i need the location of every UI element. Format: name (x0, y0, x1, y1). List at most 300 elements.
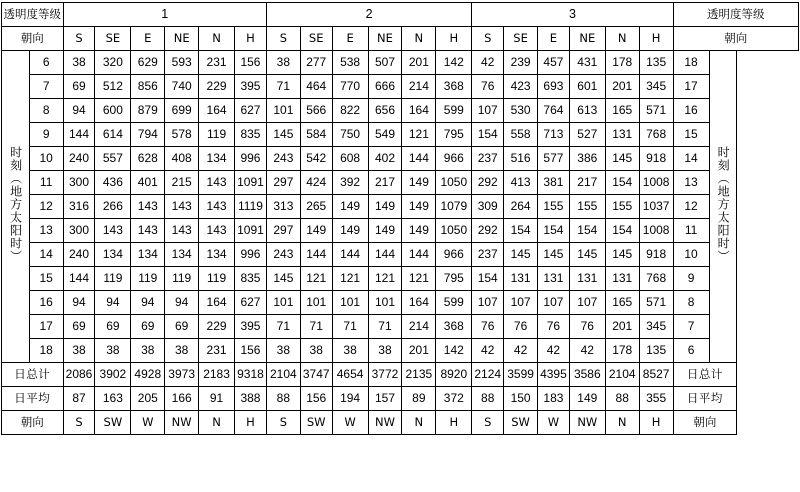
dirtop-g2-0: S (266, 27, 300, 51)
side-label-right (709, 51, 737, 363)
cell: 76 (472, 75, 504, 99)
cell: 154 (538, 219, 570, 243)
dirtop-g2-1: SE (300, 27, 332, 51)
dirtop-g2-4: N (402, 27, 436, 51)
cell: 292 (472, 171, 504, 195)
cell: 149 (368, 195, 402, 219)
dirbot-g3-4: N (605, 411, 639, 435)
cell: 42 (538, 339, 570, 363)
hour-left: 16 (29, 291, 63, 315)
orientation-label-left: 朝向 (2, 27, 64, 51)
cell: 3747 (300, 363, 332, 387)
dirtop-g1-2: E (131, 27, 165, 51)
daily-average-row (2, 387, 799, 411)
cell: 149 (402, 195, 436, 219)
table-row (2, 291, 799, 315)
dirbot-g1-2: W (131, 411, 165, 435)
dirbot-g3-5: H (639, 411, 673, 435)
cell: 144 (402, 243, 436, 267)
cell: 229 (199, 75, 235, 99)
cell: 527 (569, 123, 605, 147)
hour-right: 10 (673, 243, 709, 267)
cell: 237 (472, 243, 504, 267)
cell: 142 (436, 51, 472, 75)
cell: 549 (368, 123, 402, 147)
cell: 538 (332, 51, 368, 75)
cell: 201 (402, 51, 436, 75)
cell: 693 (538, 75, 570, 99)
cell: 156 (235, 51, 267, 75)
cell: 143 (165, 219, 199, 243)
cell: 89 (402, 387, 436, 411)
daily-average-label-left: 日平均 (2, 387, 64, 411)
hour-right: 17 (673, 75, 709, 99)
hour-right: 14 (673, 147, 709, 171)
cell: 996 (235, 147, 267, 171)
dirbot-g1-5: H (235, 411, 267, 435)
row-direction-header-bottom (2, 411, 799, 435)
dirbot-g3-3: NW (569, 411, 605, 435)
cell: 38 (300, 339, 332, 363)
cell: 794 (131, 123, 165, 147)
cell: 144 (300, 243, 332, 267)
cell: 154 (472, 123, 504, 147)
cell: 201 (605, 75, 639, 99)
dirtop-g3-3: NE (569, 27, 605, 51)
cell: 1050 (436, 219, 472, 243)
daily-total-label-left: 日总计 (2, 363, 64, 387)
cell: 94 (63, 99, 95, 123)
cell: 530 (504, 99, 538, 123)
dirtop-g3-0: S (472, 27, 504, 51)
cell: 143 (199, 219, 235, 243)
orientation-label-right-bottom: 朝向 (673, 411, 737, 435)
table-row (2, 75, 799, 99)
cell: 134 (95, 243, 131, 267)
row-transparency-header (2, 3, 799, 27)
cell: 107 (472, 291, 504, 315)
cell: 143 (95, 219, 131, 243)
cell: 121 (368, 267, 402, 291)
cell: 613 (569, 99, 605, 123)
cell: 201 (605, 315, 639, 339)
hour-left: 12 (29, 195, 63, 219)
cell: 879 (131, 99, 165, 123)
cell: 1037 (639, 195, 673, 219)
cell: 88 (472, 387, 504, 411)
cell: 71 (332, 315, 368, 339)
hour-right: 15 (673, 123, 709, 147)
cell: 231 (199, 51, 235, 75)
cell: 134 (165, 243, 199, 267)
cell: 69 (95, 315, 131, 339)
cell: 101 (266, 99, 300, 123)
cell: 507 (368, 51, 402, 75)
cell: 345 (639, 75, 673, 99)
cell: 401 (131, 171, 165, 195)
cell: 584 (300, 123, 332, 147)
hour-right: 7 (673, 315, 709, 339)
cell: 76 (504, 315, 538, 339)
cell: 178 (605, 51, 639, 75)
cell: 368 (436, 315, 472, 339)
table-row (2, 339, 799, 363)
cell: 558 (504, 123, 538, 147)
cell: 3586 (569, 363, 605, 387)
cell: 131 (605, 267, 639, 291)
cell: 156 (235, 339, 267, 363)
cell: 3599 (504, 363, 538, 387)
cell: 381 (538, 171, 570, 195)
cell: 2086 (63, 363, 95, 387)
orientation-label-right: 朝向 (673, 27, 798, 51)
solar-radiation-table-main (1, 2, 799, 435)
cell: 4395 (538, 363, 570, 387)
hour-left: 8 (29, 99, 63, 123)
cell: 627 (235, 99, 267, 123)
cell: 1008 (639, 219, 673, 243)
cell: 368 (436, 75, 472, 99)
hour-left: 18 (29, 339, 63, 363)
dirbot-g1-4: N (199, 411, 235, 435)
cell: 214 (402, 315, 436, 339)
cell: 88 (266, 387, 300, 411)
dirtop-g2-3: NE (368, 27, 402, 51)
dirbot-g1-1: SW (95, 411, 131, 435)
cell: 2104 (605, 363, 639, 387)
cell: 143 (131, 195, 165, 219)
cell: 71 (266, 315, 300, 339)
cell: 516 (504, 147, 538, 171)
cell: 101 (332, 291, 368, 315)
hour-right: 13 (673, 171, 709, 195)
hour-left: 10 (29, 147, 63, 171)
dirbot-g2-4: N (402, 411, 436, 435)
table-row (2, 123, 799, 147)
cell: 135 (639, 51, 673, 75)
cell: 149 (300, 219, 332, 243)
cell: 144 (368, 243, 402, 267)
cell: 217 (368, 171, 402, 195)
cell: 165 (605, 291, 639, 315)
cell: 423 (504, 75, 538, 99)
dirtop-g3-1: SE (504, 27, 538, 51)
cell: 386 (569, 147, 605, 171)
cell: 156 (300, 387, 332, 411)
table-row (2, 195, 799, 219)
cell: 38 (266, 339, 300, 363)
cell: 155 (569, 195, 605, 219)
orientation-label-left-bottom: 朝向 (2, 411, 64, 435)
cell: 107 (569, 291, 605, 315)
dirtop-g1-3: NE (165, 27, 199, 51)
dirtop-g3-2: E (538, 27, 570, 51)
cell: 571 (639, 99, 673, 123)
cell: 38 (95, 339, 131, 363)
cell: 408 (165, 147, 199, 171)
hour-left: 6 (29, 51, 63, 75)
cell: 131 (538, 267, 570, 291)
cell: 395 (235, 75, 267, 99)
table-page (0, 2, 800, 492)
hour-right: 11 (673, 219, 709, 243)
cell: 145 (605, 147, 639, 171)
cell: 107 (472, 99, 504, 123)
cell: 145 (569, 243, 605, 267)
cell: 856 (131, 75, 165, 99)
cell: 121 (402, 267, 436, 291)
cell: 1119 (235, 195, 267, 219)
cell: 313 (266, 195, 300, 219)
cell: 300 (63, 171, 95, 195)
hour-left: 7 (29, 75, 63, 99)
cell: 178 (605, 339, 639, 363)
cell: 3973 (165, 363, 199, 387)
table-row (2, 315, 799, 339)
cell: 457 (538, 51, 570, 75)
cell: 164 (402, 291, 436, 315)
cell: 666 (368, 75, 402, 99)
cell: 154 (472, 267, 504, 291)
cell: 2104 (266, 363, 300, 387)
hour-left: 14 (29, 243, 63, 267)
cell: 599 (436, 291, 472, 315)
cell: 154 (605, 171, 639, 195)
cell: 38 (165, 339, 199, 363)
cell: 243 (266, 147, 300, 171)
cell: 770 (332, 75, 368, 99)
cell: 42 (472, 339, 504, 363)
cell: 144 (63, 267, 95, 291)
cell: 4654 (332, 363, 368, 387)
cell: 107 (538, 291, 570, 315)
cell: 94 (95, 291, 131, 315)
cell: 918 (639, 147, 673, 171)
cell: 402 (368, 147, 402, 171)
table-row (2, 171, 799, 195)
cell: 795 (436, 123, 472, 147)
cell: 101 (300, 291, 332, 315)
dirbot-g2-3: NW (368, 411, 402, 435)
cell: 134 (199, 147, 235, 171)
cell: 131 (504, 267, 538, 291)
cell: 629 (131, 51, 165, 75)
cell: 119 (165, 267, 199, 291)
cell: 154 (504, 219, 538, 243)
cell: 144 (402, 147, 436, 171)
cell: 243 (266, 243, 300, 267)
dirtop-g1-1: SE (95, 27, 131, 51)
cell: 164 (199, 99, 235, 123)
cell: 822 (332, 99, 368, 123)
daily-average-label-right: 日平均 (673, 387, 737, 411)
cell: 372 (436, 387, 472, 411)
cell: 542 (300, 147, 332, 171)
row-direction-header-top (2, 27, 799, 51)
cell: 119 (131, 267, 165, 291)
cell: 240 (63, 147, 95, 171)
dirbot-g3-1: SW (504, 411, 538, 435)
cell: 614 (95, 123, 131, 147)
cell: 119 (199, 267, 235, 291)
dirtop-g1-0: S (63, 27, 95, 51)
cell: 143 (199, 195, 235, 219)
cell: 71 (300, 315, 332, 339)
cell: 740 (165, 75, 199, 99)
cell: 750 (332, 123, 368, 147)
cell: 69 (63, 75, 95, 99)
hour-left: 15 (29, 267, 63, 291)
cell: 4928 (131, 363, 165, 387)
cell: 121 (300, 267, 332, 291)
cell: 577 (538, 147, 570, 171)
table-row (2, 147, 799, 171)
cell: 2135 (402, 363, 436, 387)
cell: 2183 (199, 363, 235, 387)
cell: 578 (165, 123, 199, 147)
cell: 145 (504, 243, 538, 267)
cell: 217 (569, 171, 605, 195)
cell: 94 (131, 291, 165, 315)
cell: 121 (332, 267, 368, 291)
cell: 628 (131, 147, 165, 171)
cell: 601 (569, 75, 605, 99)
hour-right: 18 (673, 51, 709, 75)
cell: 143 (131, 219, 165, 243)
cell: 436 (95, 171, 131, 195)
hour-left: 11 (29, 171, 63, 195)
cell: 88 (605, 387, 639, 411)
hour-right: 8 (673, 291, 709, 315)
cell: 8527 (639, 363, 673, 387)
hour-left: 13 (29, 219, 63, 243)
cell: 194 (332, 387, 368, 411)
cell: 566 (300, 99, 332, 123)
cell: 201 (402, 339, 436, 363)
cell: 145 (266, 123, 300, 147)
group-label-2: 2 (266, 3, 471, 27)
cell: 149 (332, 195, 368, 219)
cell: 1079 (436, 195, 472, 219)
cell: 42 (472, 51, 504, 75)
cell: 214 (402, 75, 436, 99)
cell: 2124 (472, 363, 504, 387)
cell: 266 (95, 195, 131, 219)
cell: 38 (332, 339, 368, 363)
hour-right: 12 (673, 195, 709, 219)
cell: 835 (235, 123, 267, 147)
daily-total-row (2, 363, 799, 387)
cell: 1008 (639, 171, 673, 195)
table-row (2, 243, 799, 267)
cell: 392 (332, 171, 368, 195)
cell: 149 (402, 219, 436, 243)
cell: 316 (63, 195, 95, 219)
cell: 9318 (235, 363, 267, 387)
cell: 320 (95, 51, 131, 75)
dirbot-g2-2: W (332, 411, 368, 435)
cell: 121 (402, 123, 436, 147)
cell: 231 (199, 339, 235, 363)
cell: 835 (235, 267, 267, 291)
cell: 101 (266, 291, 300, 315)
cell: 600 (95, 99, 131, 123)
cell: 713 (538, 123, 570, 147)
cell: 608 (332, 147, 368, 171)
dirtop-g1-5: H (235, 27, 267, 51)
cell: 768 (639, 123, 673, 147)
cell: 512 (95, 75, 131, 99)
cell: 149 (569, 387, 605, 411)
transparency-label-right: 透明度等级 (673, 3, 798, 27)
cell: 388 (235, 387, 267, 411)
hour-left: 9 (29, 123, 63, 147)
cell: 149 (368, 219, 402, 243)
cell: 164 (199, 291, 235, 315)
hour-right: 16 (673, 99, 709, 123)
cell: 69 (63, 315, 95, 339)
cell: 94 (165, 291, 199, 315)
cell: 149 (332, 219, 368, 243)
dirtop-g3-4: N (605, 27, 639, 51)
cell: 424 (300, 171, 332, 195)
cell: 145 (605, 243, 639, 267)
side-label-left (2, 51, 30, 363)
cell: 38 (368, 339, 402, 363)
group-label-1: 1 (63, 3, 266, 27)
cell: 155 (605, 195, 639, 219)
cell: 699 (165, 99, 199, 123)
hour-right: 9 (673, 267, 709, 291)
dirbot-g3-2: W (538, 411, 570, 435)
cell: 277 (300, 51, 332, 75)
cell: 240 (63, 243, 95, 267)
cell: 119 (95, 267, 131, 291)
cell: 165 (605, 99, 639, 123)
cell: 38 (131, 339, 165, 363)
cell: 142 (436, 339, 472, 363)
cell: 131 (605, 123, 639, 147)
cell: 183 (538, 387, 570, 411)
cell: 300 (63, 219, 95, 243)
cell: 38 (266, 51, 300, 75)
cell: 239 (504, 51, 538, 75)
dirbot-g1-0: S (63, 411, 95, 435)
cell: 76 (538, 315, 570, 339)
cell: 656 (368, 99, 402, 123)
cell: 91 (199, 387, 235, 411)
dirtop-g3-5: H (639, 27, 673, 51)
cell: 163 (95, 387, 131, 411)
cell: 71 (266, 75, 300, 99)
cell: 345 (639, 315, 673, 339)
side-label-right-text: 时刻（地方太阳时） (716, 146, 731, 264)
cell: 292 (472, 219, 504, 243)
cell: 134 (199, 243, 235, 267)
cell: 71 (368, 315, 402, 339)
cell: 265 (300, 195, 332, 219)
cell: 87 (63, 387, 95, 411)
dirtop-g2-5: H (436, 27, 472, 51)
cell: 3902 (95, 363, 131, 387)
group-label-3: 3 (472, 3, 673, 27)
cell: 464 (300, 75, 332, 99)
cell: 143 (199, 171, 235, 195)
cell: 143 (165, 195, 199, 219)
transparency-label-left: 透明度等级 (2, 3, 64, 27)
cell: 966 (436, 243, 472, 267)
cell: 150 (504, 387, 538, 411)
